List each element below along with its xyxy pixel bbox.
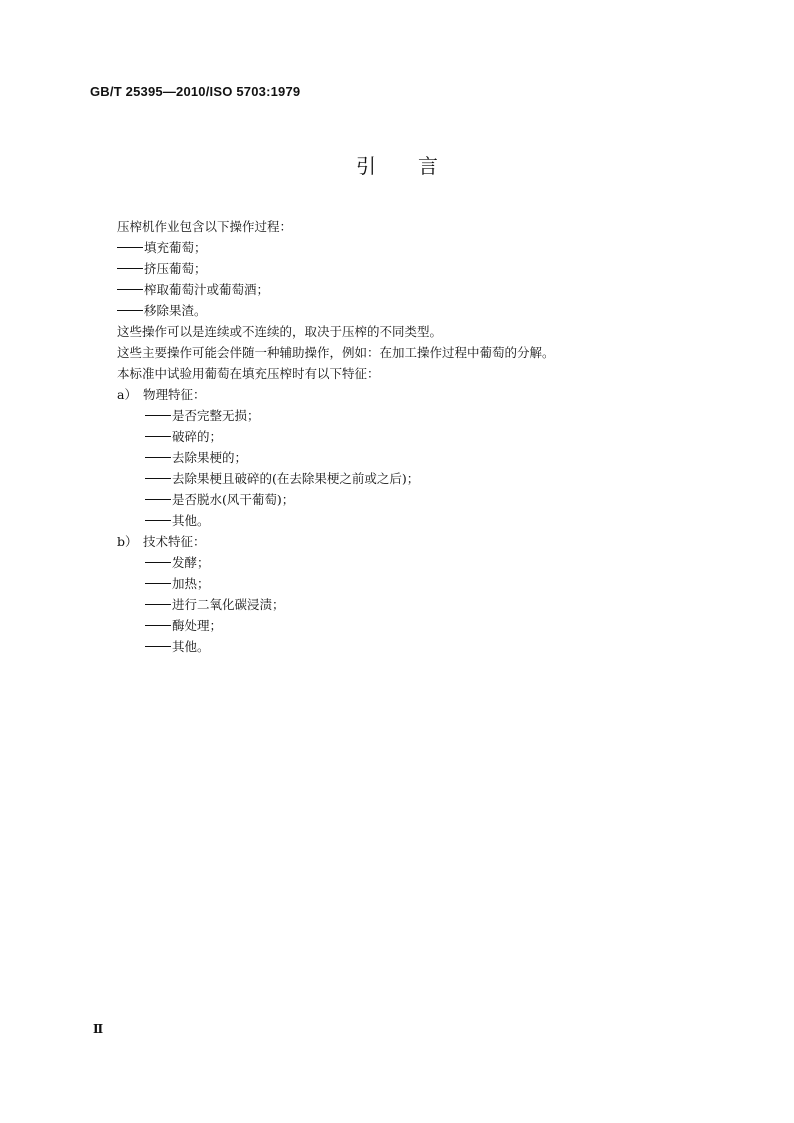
- dash-mark: [145, 625, 171, 626]
- page-number: Ⅱ: [93, 1022, 104, 1036]
- process-item: 填充葡萄；: [117, 237, 717, 258]
- dash-mark: [117, 247, 143, 248]
- dash-mark: [145, 478, 171, 479]
- dash-mark: [145, 646, 171, 647]
- section-b-item: 酶处理；: [117, 615, 717, 636]
- page-title: [0, 150, 794, 179]
- dash-mark: [145, 436, 171, 437]
- dash-mark: [145, 520, 171, 521]
- process-item: 挤压葡萄；: [117, 258, 717, 279]
- dash-mark: [145, 583, 171, 584]
- paragraph: 本标准中试验用葡萄在填充压榨时有以下特征：: [117, 366, 380, 381]
- process-item: 榨取葡萄汁或葡萄酒；: [117, 279, 717, 300]
- dash-mark: [145, 604, 171, 605]
- section-a-heading: a） 物理特征：: [117, 387, 206, 402]
- dash-mark: [117, 268, 143, 269]
- paragraph: 这些操作可以是连续或不连续的，取决于压榨的不同类型。: [117, 324, 443, 339]
- section-a-item: 破碎的；: [117, 426, 717, 447]
- section-a-item: 去除果梗且破碎的(在去除果梗之前或之后)；: [117, 468, 717, 489]
- section-b-item: 进行二氧化碳浸渍；: [117, 594, 717, 615]
- process-item: 移除果渣。: [117, 300, 717, 321]
- dash-mark: [145, 415, 171, 416]
- dash-mark: [145, 499, 171, 500]
- section-b-item: 发酵；: [117, 552, 717, 573]
- dash-mark: [117, 289, 143, 290]
- title-char-1: 引: [356, 154, 376, 178]
- section-b-item: 其他。: [117, 636, 717, 657]
- title-char-2: 言: [418, 154, 438, 178]
- dash-mark: [117, 310, 143, 311]
- dash-mark: [145, 562, 171, 563]
- dash-mark: [145, 457, 171, 458]
- section-a-item: 是否脱水(风干葡萄)；: [117, 489, 717, 510]
- paragraph: 这些主要操作可能会伴随一种辅助操作，例如：在加工操作过程中葡萄的分解。: [117, 345, 555, 360]
- section-b-heading: b） 技术特征：: [117, 534, 206, 549]
- document-body: [117, 216, 717, 657]
- intro-text: 压榨机作业包含以下操作过程：: [117, 219, 293, 234]
- standard-code: GB/T 25395—2010/ISO 5703:1979: [90, 84, 301, 99]
- section-a-item: 去除果梗的；: [117, 447, 717, 468]
- section-a-item: 是否完整无损；: [117, 405, 717, 426]
- section-b-item: 加热；: [117, 573, 717, 594]
- section-a-item: 其他。: [117, 510, 717, 531]
